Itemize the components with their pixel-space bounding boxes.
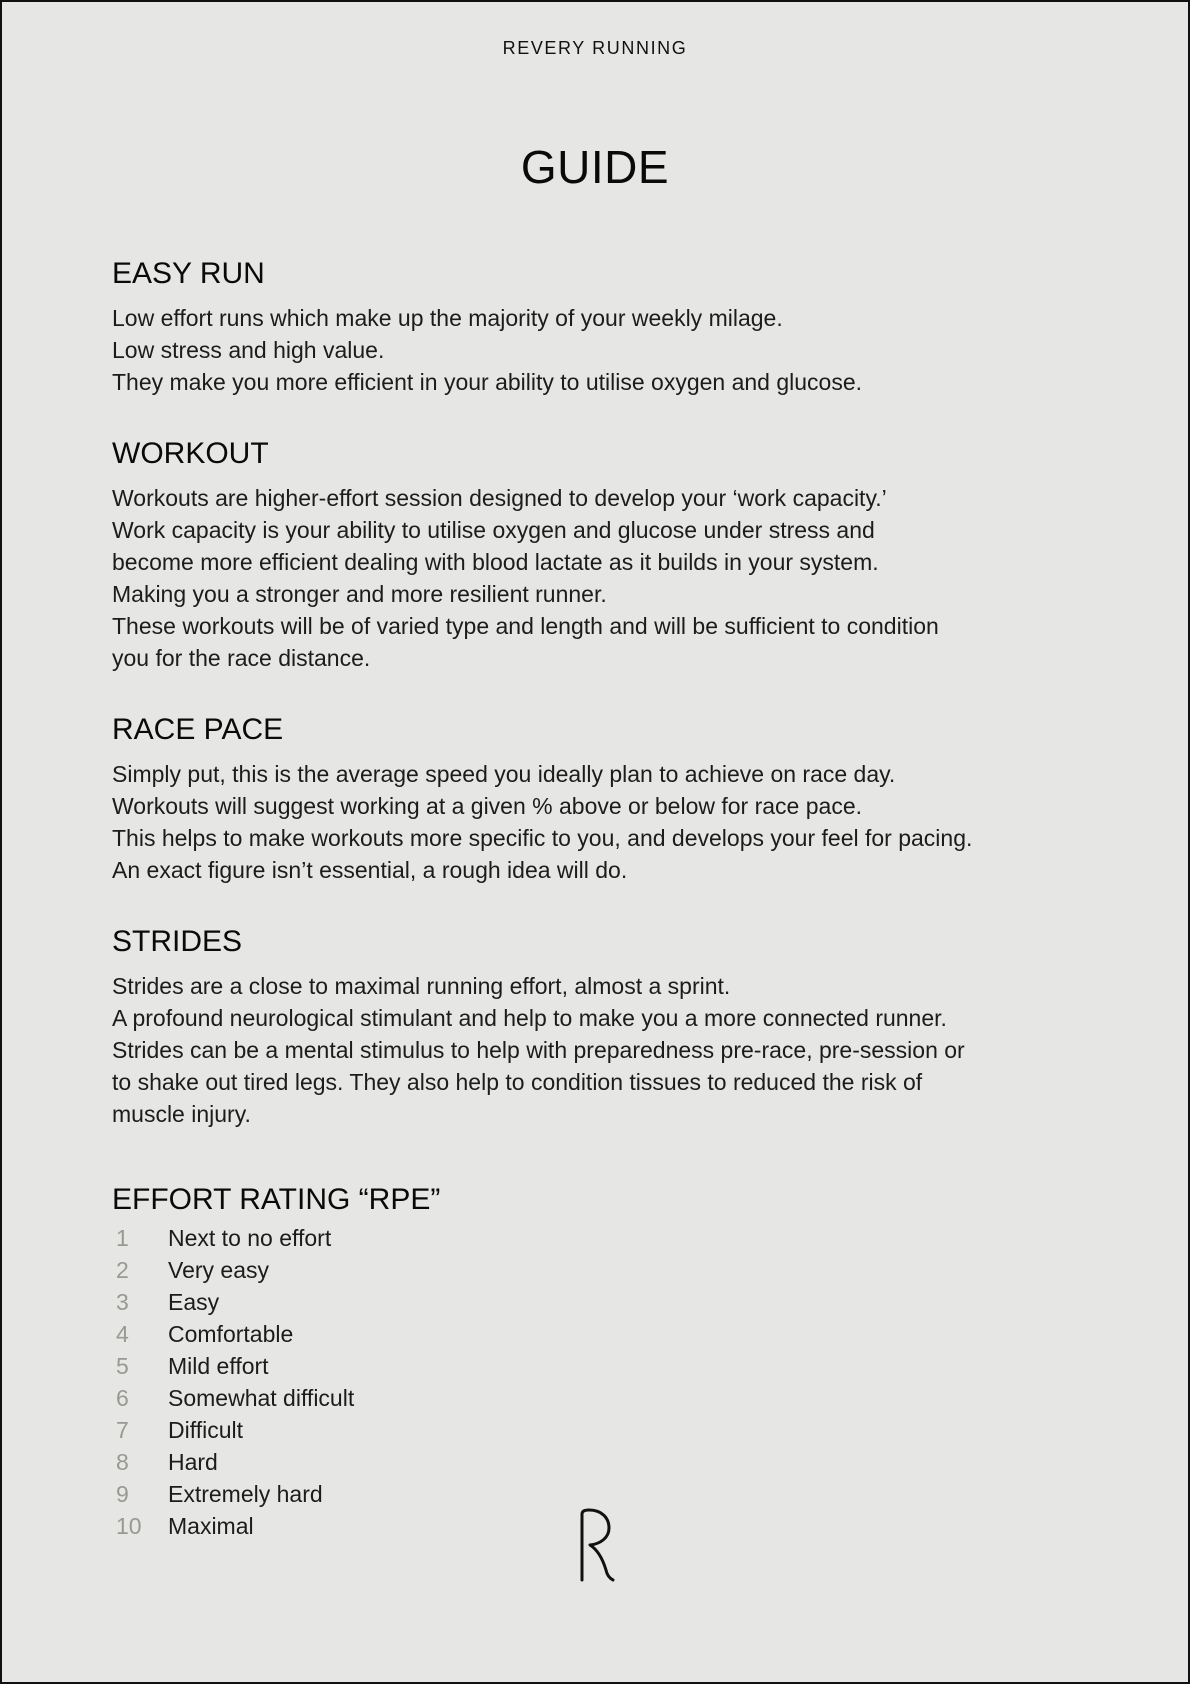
rpe-item xyxy=(112,1286,1092,1318)
rpe-label: Next to no effort xyxy=(168,1225,332,1251)
rpe-item xyxy=(112,1414,1092,1446)
section-line: A profound neurological stimulant and help to make you a more connected runner. xyxy=(112,1005,947,1031)
section-strides xyxy=(112,924,1092,1130)
section-heading: WORKOUT xyxy=(112,437,269,470)
rpe-label: Hard xyxy=(168,1449,218,1475)
section-heading: RACE PACE xyxy=(112,713,284,746)
rpe-item xyxy=(112,1222,1092,1254)
rpe-number: 7 xyxy=(116,1417,129,1443)
rpe-number: 3 xyxy=(116,1289,129,1315)
section-line: Work capacity is your ability to utilise oxygen and glucose under stress and xyxy=(112,517,875,543)
section-line: An exact figure isn’t essential, a rough idea will do. xyxy=(112,857,628,883)
section-line: This helps to make workouts more specific to you, and develops your feel for pacing. xyxy=(112,825,973,851)
section-line: Low effort runs which make up the majority of your weekly milage. xyxy=(112,305,783,331)
rpe-label: Mild effort xyxy=(168,1353,269,1379)
rpe-number: 5 xyxy=(116,1353,129,1379)
rpe-list xyxy=(112,1222,1092,1542)
section-line: They make you more efficient in your ability to utilise oxygen and glucose. xyxy=(112,369,863,395)
rpe-number: 10 xyxy=(116,1513,142,1539)
rpe-item xyxy=(112,1446,1092,1478)
rpe-number: 6 xyxy=(116,1385,129,1411)
section-line: Workouts are higher-effort session designed to develop your ‘work capacity.’ xyxy=(112,485,887,511)
rpe-number: 2 xyxy=(116,1257,129,1283)
section-line: to shake out tired legs. They also help to condition tissues to reduced the risk of xyxy=(112,1069,923,1095)
section-workout xyxy=(112,436,1092,674)
rpe-label: Difficult xyxy=(168,1417,243,1443)
section-line: Strides can be a mental stimulus to help with preparedness pre-race, pre-session or xyxy=(112,1037,965,1063)
rpe-label: Comfortable xyxy=(168,1321,294,1347)
section-race-pace xyxy=(112,712,1092,886)
section-line: These workouts will be of varied type and length and will be sufficient to condition xyxy=(112,613,939,639)
rpe-label: Very easy xyxy=(168,1257,269,1283)
section-line: Simply put, this is the average speed you ideally plan to achieve on race day. xyxy=(112,761,896,787)
section-effort-rating xyxy=(112,1182,1092,1542)
section-easy-run xyxy=(112,256,1092,398)
section-line: muscle injury. xyxy=(112,1101,251,1127)
rpe-number: 8 xyxy=(116,1449,129,1475)
rpe-item xyxy=(112,1382,1092,1414)
rpe-number: 9 xyxy=(116,1481,129,1507)
rpe-item xyxy=(112,1254,1092,1286)
rpe-label: Extremely hard xyxy=(168,1481,323,1507)
rpe-label: Somewhat difficult xyxy=(168,1385,355,1411)
rpe-item xyxy=(112,1350,1092,1382)
guide-content xyxy=(112,256,1092,1542)
rpe-label: Easy xyxy=(168,1289,220,1315)
section-line: Making you a stronger and more resilient runner. xyxy=(112,581,607,607)
revery-r-logo-icon xyxy=(576,1508,616,1582)
page-title: GUIDE xyxy=(520,141,670,193)
brand-name: REVERY RUNNING xyxy=(502,38,688,58)
section-line: become more efficient dealing with blood lactate as it builds in your system. xyxy=(112,549,879,575)
section-line: Low stress and high value. xyxy=(112,337,385,363)
section-line: Strides are a close to maximal running effort, almost a sprint. xyxy=(112,973,731,999)
rpe-number: 4 xyxy=(116,1321,129,1347)
section-heading: STRIDES xyxy=(112,925,243,958)
section-line: you for the race distance. xyxy=(112,645,371,671)
section-line: Workouts will suggest working at a given % above or below for race pace. xyxy=(112,793,863,819)
rpe-item xyxy=(112,1318,1092,1350)
section-heading: EFFORT RATING “RPE” xyxy=(112,1183,441,1216)
rpe-label: Maximal xyxy=(168,1513,254,1539)
section-heading: EASY RUN xyxy=(112,257,265,290)
rpe-item xyxy=(112,1478,1092,1510)
rpe-number: 1 xyxy=(116,1225,129,1251)
